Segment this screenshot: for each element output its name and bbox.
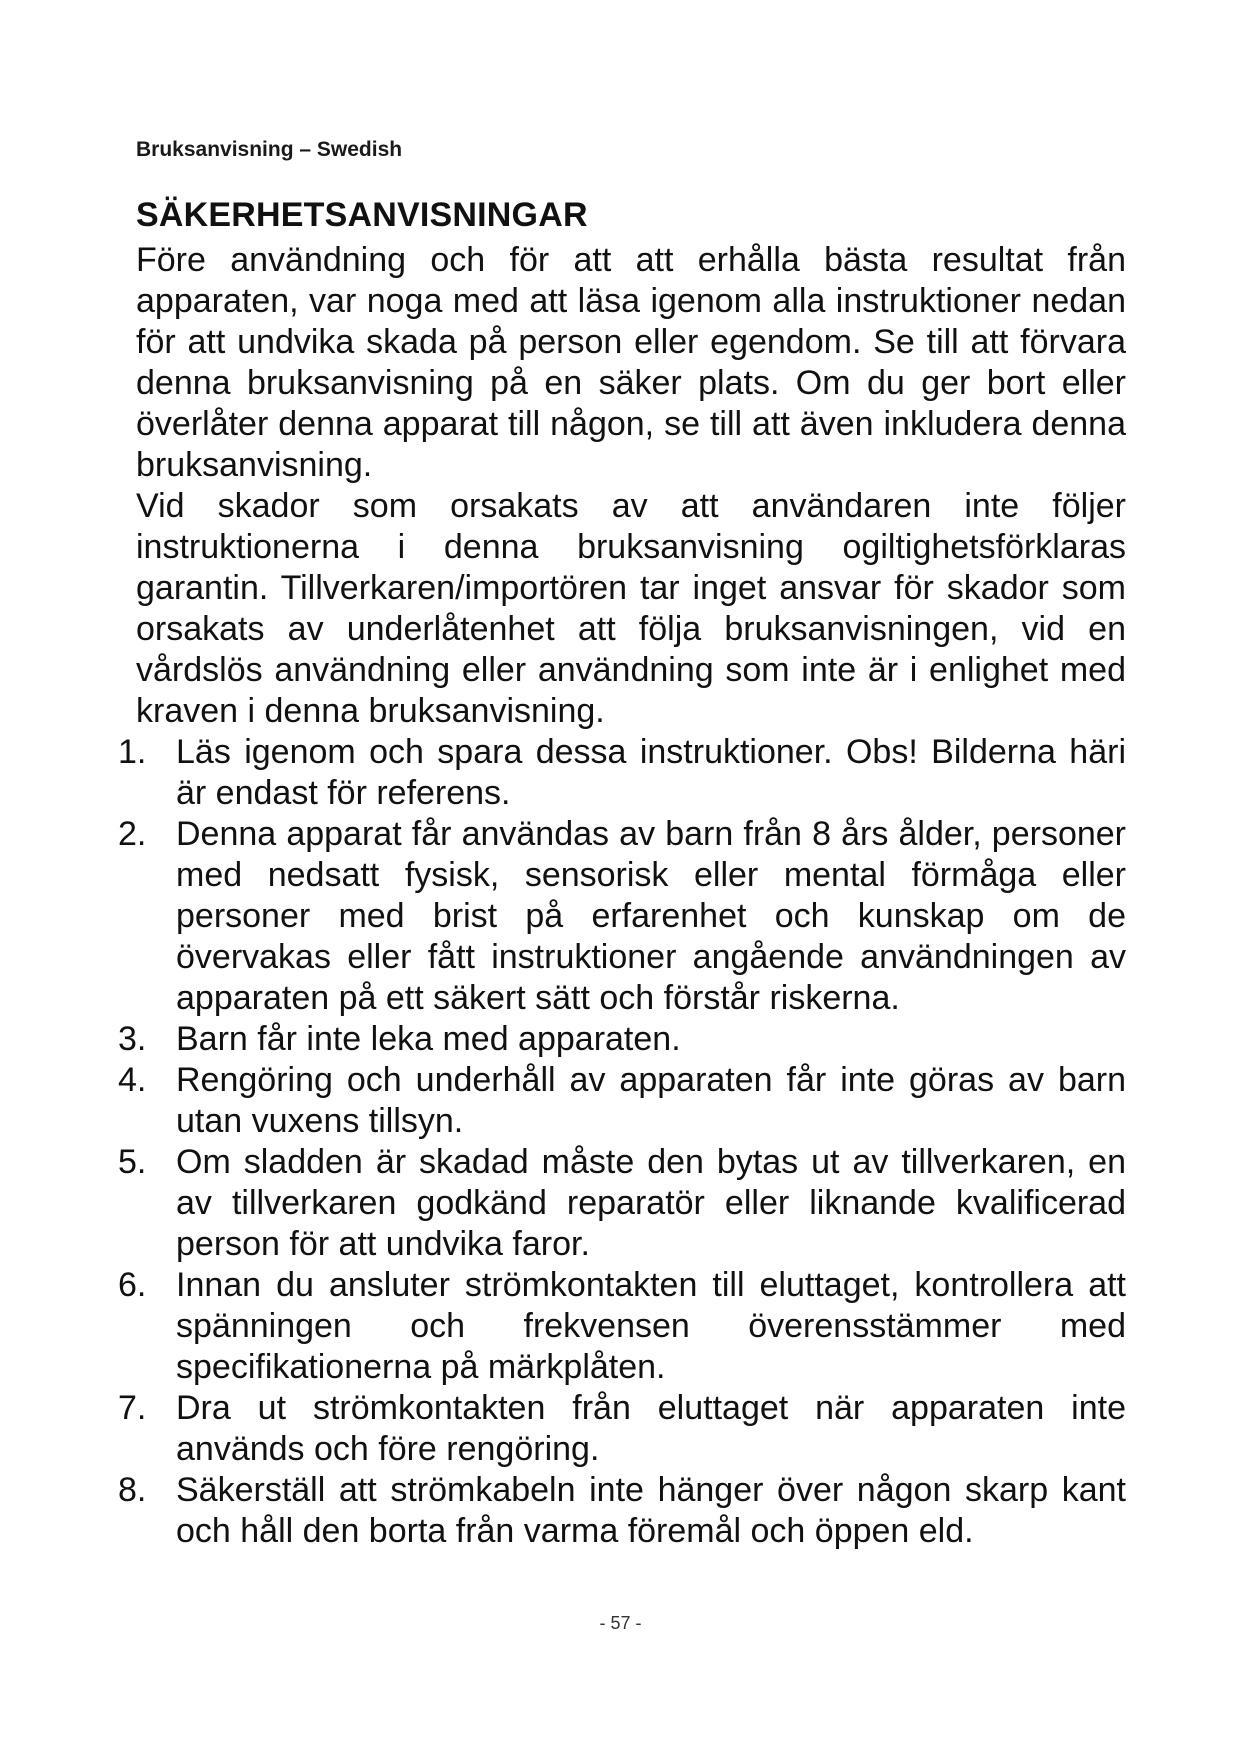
list-item bbox=[118, 1265, 1126, 1388]
item-number: 5. bbox=[118, 1143, 147, 1181]
item-text: Rengöring och underhåll av apparaten får inte göras av barn utan vuxens tillsyn. bbox=[176, 1061, 1126, 1140]
list-item bbox=[118, 1019, 1126, 1060]
section-title: SÄKERHETSANVISNINGAR bbox=[136, 196, 588, 234]
intro-paragraph: Före användning och för att att erhålla bästa resultat från apparaten, var noga med att läsa igenom alla instruktioner nedan för att undvika skada på person eller egendom. Se till att förvara denna bruksanvisning på en säker plats. Om du ger bort eller överlåter denna apparat till någon, se till att även inkludera denna bruksanvisning. bbox=[136, 241, 1126, 484]
list-item bbox=[118, 1470, 1126, 1552]
item-number: 1. bbox=[118, 733, 147, 771]
document-header: Bruksanvisning – Swedish bbox=[136, 138, 403, 161]
page-number: - 57 - bbox=[599, 1613, 642, 1633]
list-item bbox=[118, 732, 1126, 814]
item-text: Barn får inte leka med apparaten. bbox=[176, 1020, 681, 1058]
item-number: 7. bbox=[118, 1389, 147, 1427]
item-number: 8. bbox=[118, 1471, 147, 1509]
list-item bbox=[118, 1388, 1126, 1470]
item-text: Innan du ansluter strömkontakten till eluttaget, kontrollera att spänningen och frekvensen överensstämmer med specifikationerna på märkplåten. bbox=[176, 1266, 1126, 1386]
item-number: 2. bbox=[118, 815, 147, 853]
item-number: 3. bbox=[118, 1020, 147, 1058]
item-number: 6. bbox=[118, 1266, 147, 1304]
item-text: Säkerställ att strömkabeln inte hänger över någon skarp kant och håll den borta från varma föremål och öppen eld. bbox=[176, 1471, 1126, 1550]
safety-instructions-list bbox=[118, 732, 1126, 1552]
item-text: Denna apparat får användas av barn från 8 års ålder, personer med nedsatt fysisk, sensorisk eller mental förmåga eller personer med brist på erfarenhet och kunskap om de övervakas eller fått instruktioner angående användningen av apparaten på ett säkert sätt och förstår riskerna. bbox=[176, 815, 1126, 1017]
item-number: 4. bbox=[118, 1061, 147, 1099]
item-text: Om sladden är skadad måste den bytas ut av tillverkaren, en av tillverkaren godkänd reparatör eller liknande kvalificerad person för att undvika faror. bbox=[176, 1143, 1126, 1263]
intro-paragraph: Vid skador som orsakats av att användaren inte följer instruktionerna i denna bruksanvisning ogiltighetsförklaras garantin. Tillverkaren/importören tar inget ansvar för skador som orsakats av underlåtenhet att följa bruksanvisningen, vid en vårdslös användning eller användning som inte är i enlighet med kraven i denna bruksanvisning. bbox=[136, 487, 1126, 730]
list-item bbox=[118, 814, 1126, 1019]
item-text: Läs igenom och spara dessa instruktioner. Obs! Bilderna häri är endast för referens. bbox=[176, 733, 1126, 812]
list-item bbox=[118, 1060, 1126, 1142]
item-text: Dra ut strömkontakten från eluttaget när apparaten inte används och före rengöring. bbox=[176, 1389, 1126, 1468]
list-item bbox=[118, 1142, 1126, 1265]
